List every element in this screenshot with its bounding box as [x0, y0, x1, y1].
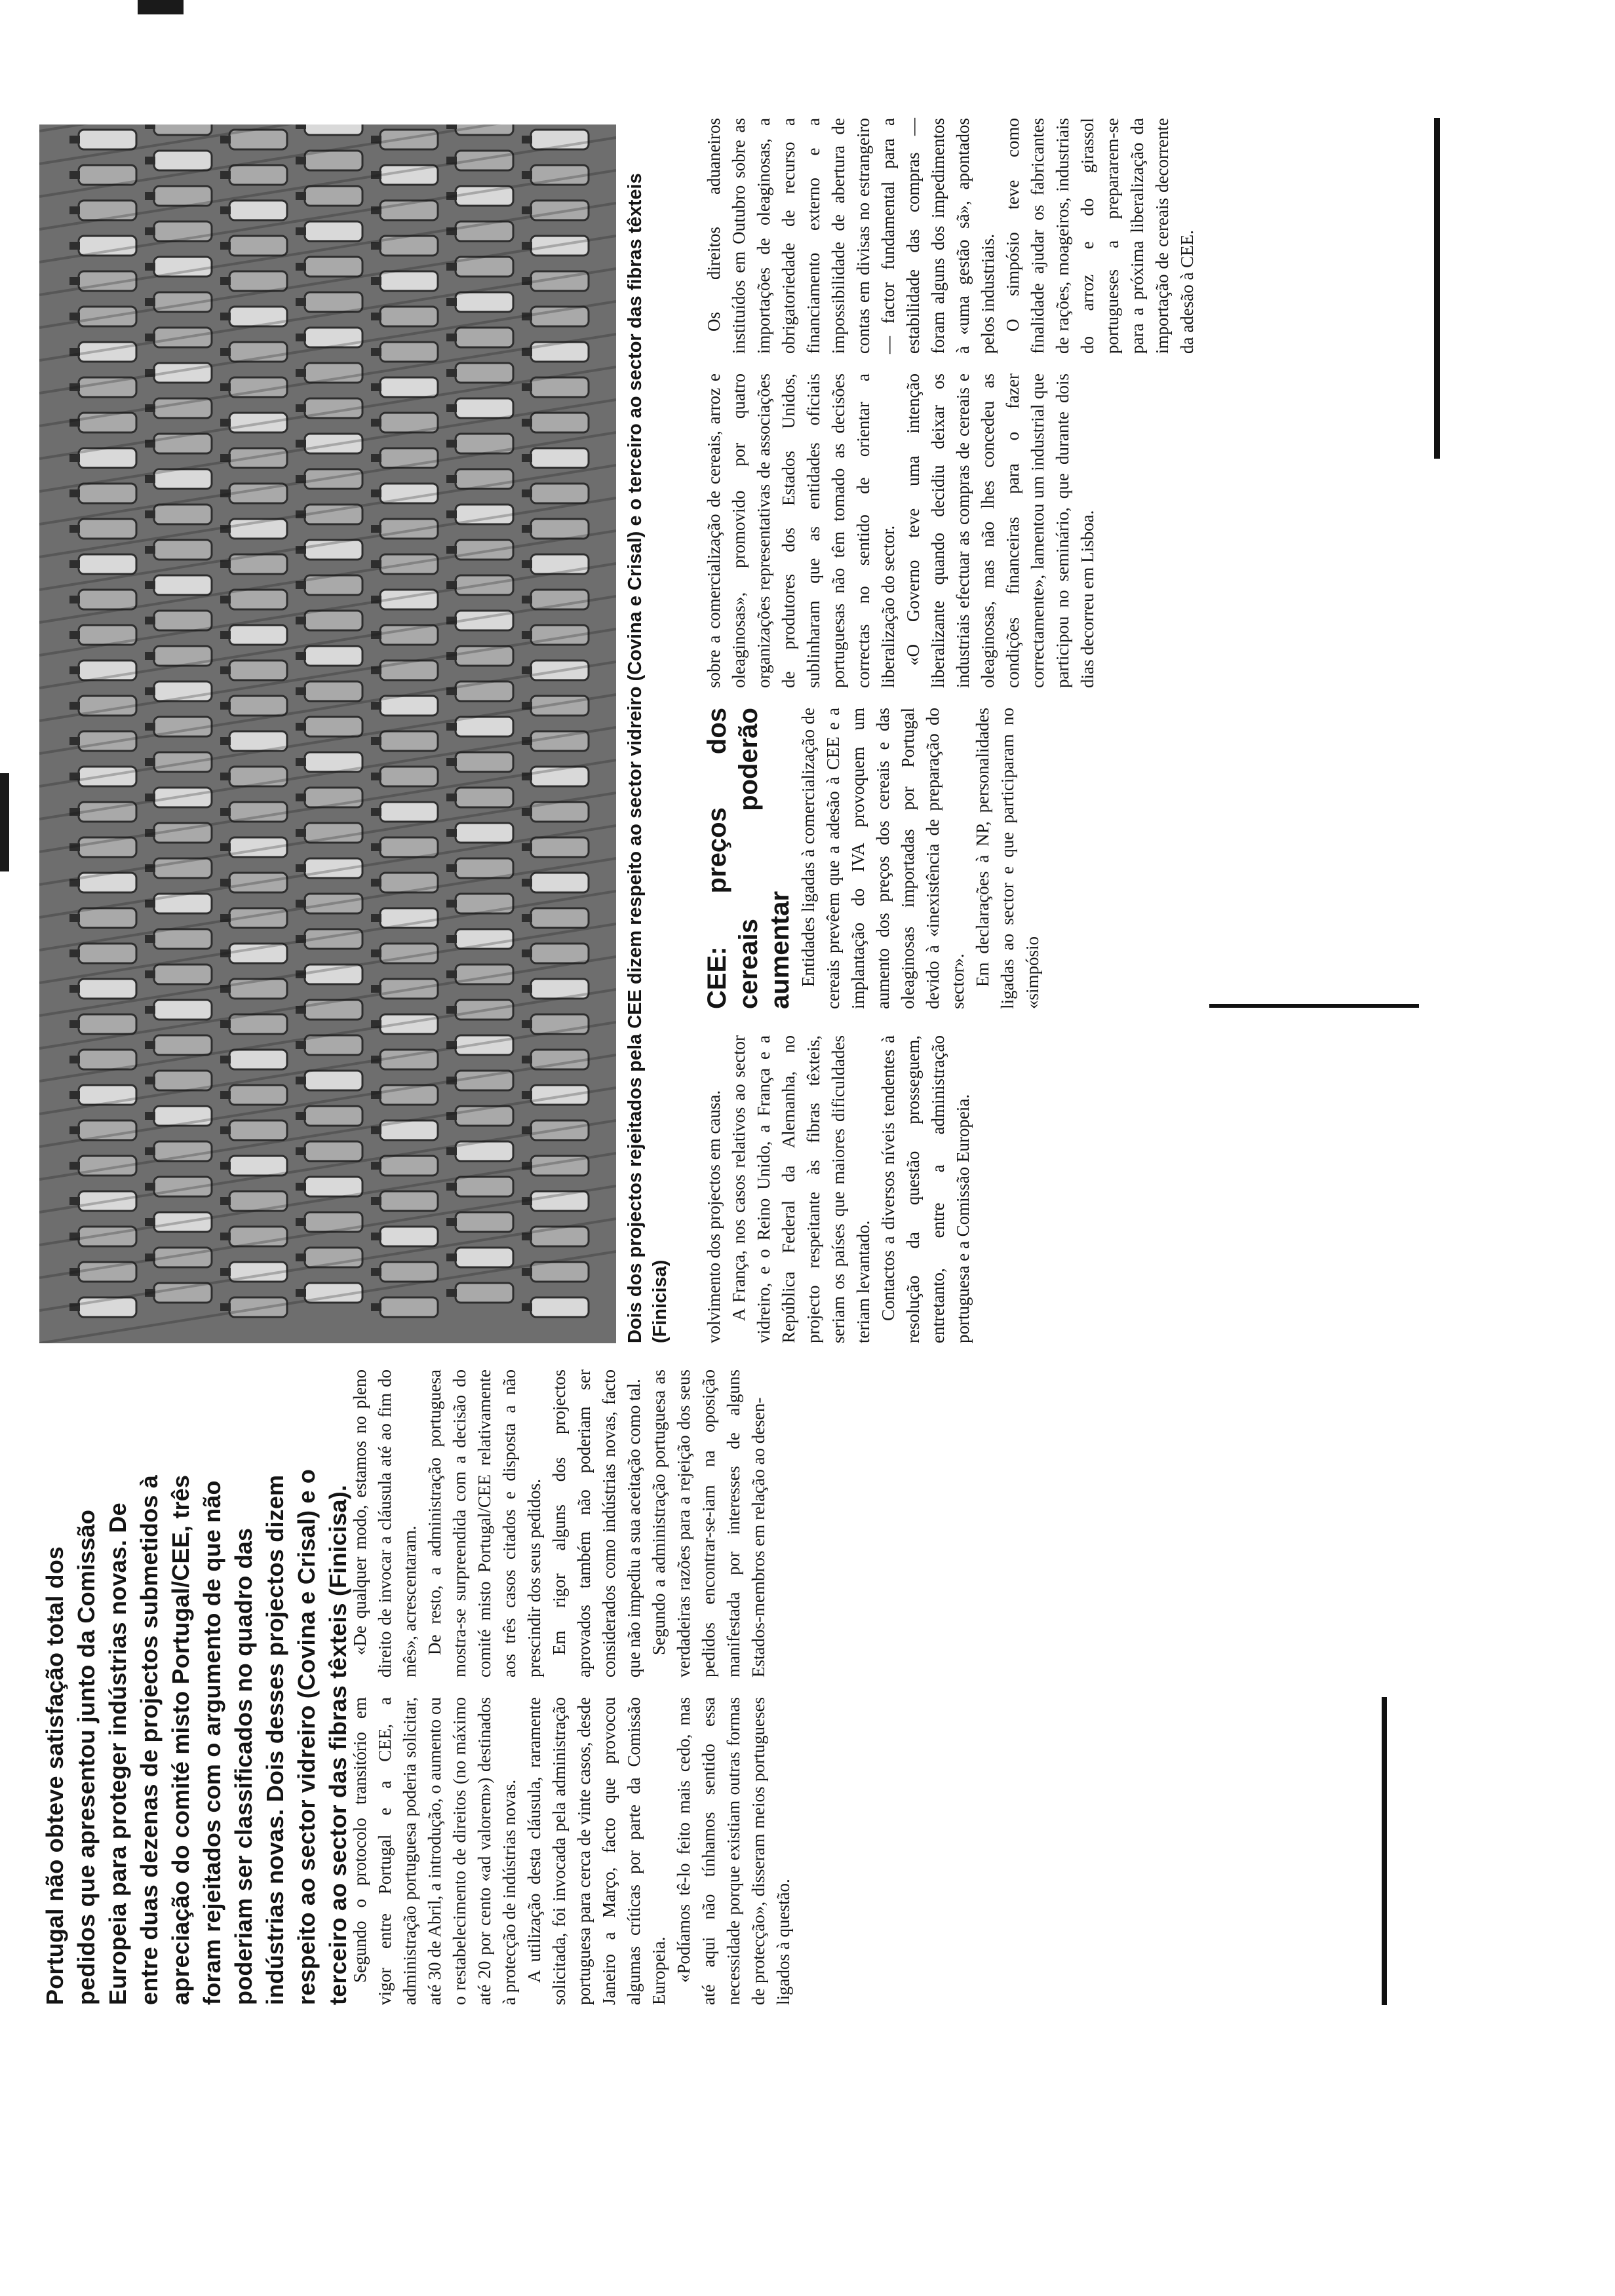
photo-caption: Dois dos projectos rejeitados pela CEE dizem respeito ao sector vidreiro (Covina e Crisal) e o terceiro ao sector das fibras têxteis (Finicisa) — [625, 173, 671, 1343]
paragraph: «Podíamos tê-lo feito mais cedo, mas até aqui não tínhamos sentido essa necessidade porque existiam outras formas de protecção», disseram meios portugueses ligados à questão. — [674, 1697, 793, 2005]
paragraph: volvimento dos projectos em causa. — [704, 1090, 724, 1343]
paragraph: A França, nos casos relativos ao sector vidreiro, e o Reino Unido, a França e a República Federal da Alemanha, no projecto respeitante às fibras têxteis, seriam os países que maiores dificuldades teriam levantado. — [729, 1035, 873, 1343]
paragraph: Entidades ligadas à comercialização de cereais prevêem que a adesão à CEE e a implantação do IVA provoquem um aumento dos preços dos cereais e das oleaginosas importadas por Portugal devido à «inexistência de preparação do sector». — [798, 708, 967, 1009]
scan-edge-mark — [138, 0, 184, 14]
end-rule — [1382, 1697, 1387, 2005]
paragraph: sobre a comercialização de cereais, arroz e oleaginosas», promovido por quatro organizações representativas de associações de produtores dos Estados Unidos, sublinharam que as entidades oficiais portuguesas não têm tomado as decisões correctas no sentido de orientar a liberalização do sector. — [704, 373, 898, 688]
text-column-6 — [701, 118, 1435, 354]
text-column-3 — [701, 1035, 1435, 1343]
paragraph: Em rigor alguns dos projectos aprovados também não poderiam ser considerados como indústrias novas, facto que não impediu a sua aceitação como tal. — [549, 1369, 644, 1677]
column-rule — [1209, 1004, 1419, 1008]
paragraph: Segundo o protocolo transitório em vigor entre Portugal e a CEE, a administração portuguesa poderia solicitar, até 30 de Abril, a introdução, o aumento ou o restabelecimento de direitos (no máximo até 20 por cento «ad valorem») destinados à protecção de indústrias novas. — [350, 1697, 519, 2005]
text-column-1 — [347, 1697, 1357, 2005]
paragraph: De resto, a administração portuguesa mostra-se surpreendida com a decisão do comité misto Portugal/CEE relativamente aos três casos citados e disposta a não prescindir dos seus pedidos. — [425, 1369, 544, 1677]
paragraph: «O Governo teve uma intenção liberalizante quando decidiu deixar os industriais efectuar as compras de cereais e oleaginosas, mas não lhes concedeu as condições financeiras para o fazer correctamente», lamentou um industrial que participou no seminário, que durante dois dias decorreu em Lisboa. — [903, 373, 1097, 688]
text-column-4 — [701, 708, 1435, 1009]
scan-edge-mark — [0, 773, 9, 871]
end-rule — [1434, 118, 1440, 459]
paragraph: Segundo a administração portuguesa as verdadeiras razões para a rejeição dos seus pedidos encontrar-se-iam na oposição manifestada por interesses de alguns Estados-membros em relação ao desen- — [649, 1369, 768, 1677]
text-column-2 — [347, 1369, 1357, 1677]
paragraph: «De qualquer modo, estamos no pleno direito de invocar a cláusula até ao fim do mês», acrescentaram. — [350, 1369, 419, 1677]
glassware-photo — [39, 124, 616, 1343]
paragraph: Contactos a diversos níveis tendentes à resolução da questão prosseguem, entretanto, entre a administração portuguesa e a Comissão Europeia. — [878, 1035, 973, 1343]
paragraph: A utilização desta cláusula, raramente solicitada, foi invocada pela administração portuguesa para cerca de vinte casos, desde Janeiro a Março, facto que provocou algumas críticas por parte da Comissão Europeia. — [524, 1697, 669, 2005]
paragraph: Em declarações à NP, personalidades ligadas ao sector e que participaram no «simpósio — [973, 708, 1042, 1009]
article-lead: Portugal não obteve satisfação total dos pedidos que apresentou junto da Comissão Europeia para proteger indústrias novas. De entre duas dezenas de projectos submetidos à apreciação do comité misto Portugal/CEE, três foram rejeitados com o argumento de que não poderiam ser classificados no quadro das indústrias novas. Dois desses projectos dizem respeito ao sector vidreiro (Covina e Crisal) e o terceiro ao sector das fibras têxteis (Finicisa). — [41, 1468, 351, 2005]
paragraph: O simpósio teve como finalidade ajudar os fabricantes de rações, moageiros, industriais do arroz e do girassol portugueses a prepararem-se para a próxima liberalização da importação de cereais decorrente da adesão à CEE. — [1003, 118, 1197, 354]
photo-image — [39, 124, 616, 1343]
section-heading: CEE: preços dos cereais poderão aumentar — [703, 708, 794, 1009]
paragraph: Os direitos aduaneiros instituídos em Outubro sobre as importações de oleaginosas, a obrigatoriedade de recurso a financiamento externo e a impossibilidade de abertura de contas em divisas no estrangeiro — factor fundamental para a estabilidade das compras — foram alguns dos impedimentos à «uma gestão sã», apontados pelos industriais. — [704, 118, 998, 354]
newspaper-clipping — [39, 118, 1468, 2005]
text-column-5 — [701, 373, 1435, 688]
